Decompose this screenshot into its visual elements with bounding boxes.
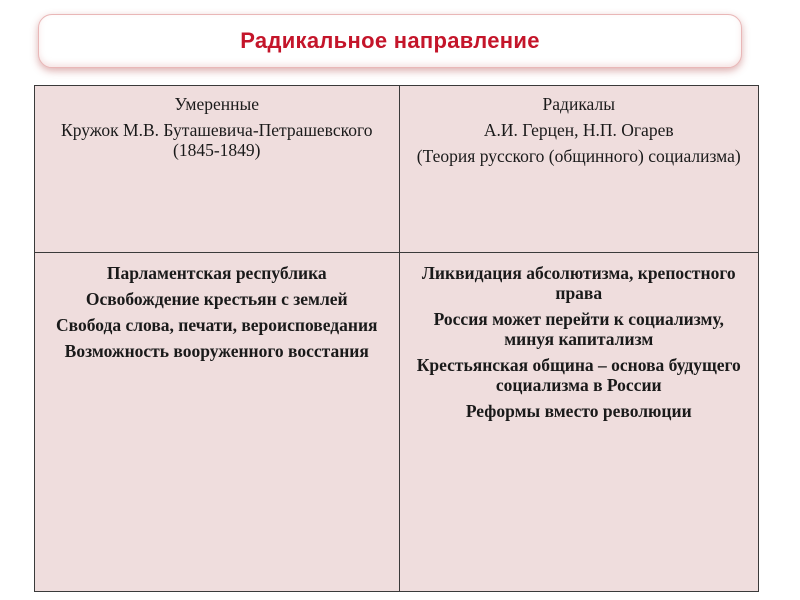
list-item: Крестьянская община – основа будущего социализма в России bbox=[416, 355, 741, 395]
comparison-table bbox=[34, 85, 759, 592]
table-content-row bbox=[35, 253, 759, 592]
radicals-heading: Радикалы bbox=[542, 94, 615, 114]
radicals-program-cell bbox=[399, 253, 758, 592]
radicals-header-cell bbox=[399, 86, 758, 253]
list-item: Освобождение крестьян с землей bbox=[85, 289, 348, 309]
list-item: Свобода слова, печати, вероисповедания bbox=[56, 315, 378, 335]
radicals-theory: (Теория русского (общинного) социализма) bbox=[416, 146, 741, 166]
list-item: Возможность вооруженного восстания bbox=[64, 341, 369, 361]
petrashevsky-circle-label: Кружок М.В. Буташевича-Петрашевского (1845-1849) bbox=[61, 120, 373, 160]
list-item: Россия может перейти к социализму, минуя капитализм bbox=[433, 309, 724, 349]
list-item: Парламентская республика bbox=[106, 263, 327, 283]
title-banner bbox=[38, 14, 742, 68]
moderates-heading: Умеренные bbox=[174, 94, 259, 114]
list-item: Реформы вместо революции bbox=[465, 401, 692, 421]
moderates-program-cell bbox=[35, 253, 400, 592]
list-item: Ликвидация абсолютизма, крепостного права bbox=[421, 263, 736, 303]
table-header-row bbox=[35, 86, 759, 253]
moderates-header-cell bbox=[35, 86, 400, 253]
page-title: Радикальное направление bbox=[240, 28, 540, 53]
radicals-names: А.И. Герцен, Н.П. Огарев bbox=[483, 120, 674, 140]
